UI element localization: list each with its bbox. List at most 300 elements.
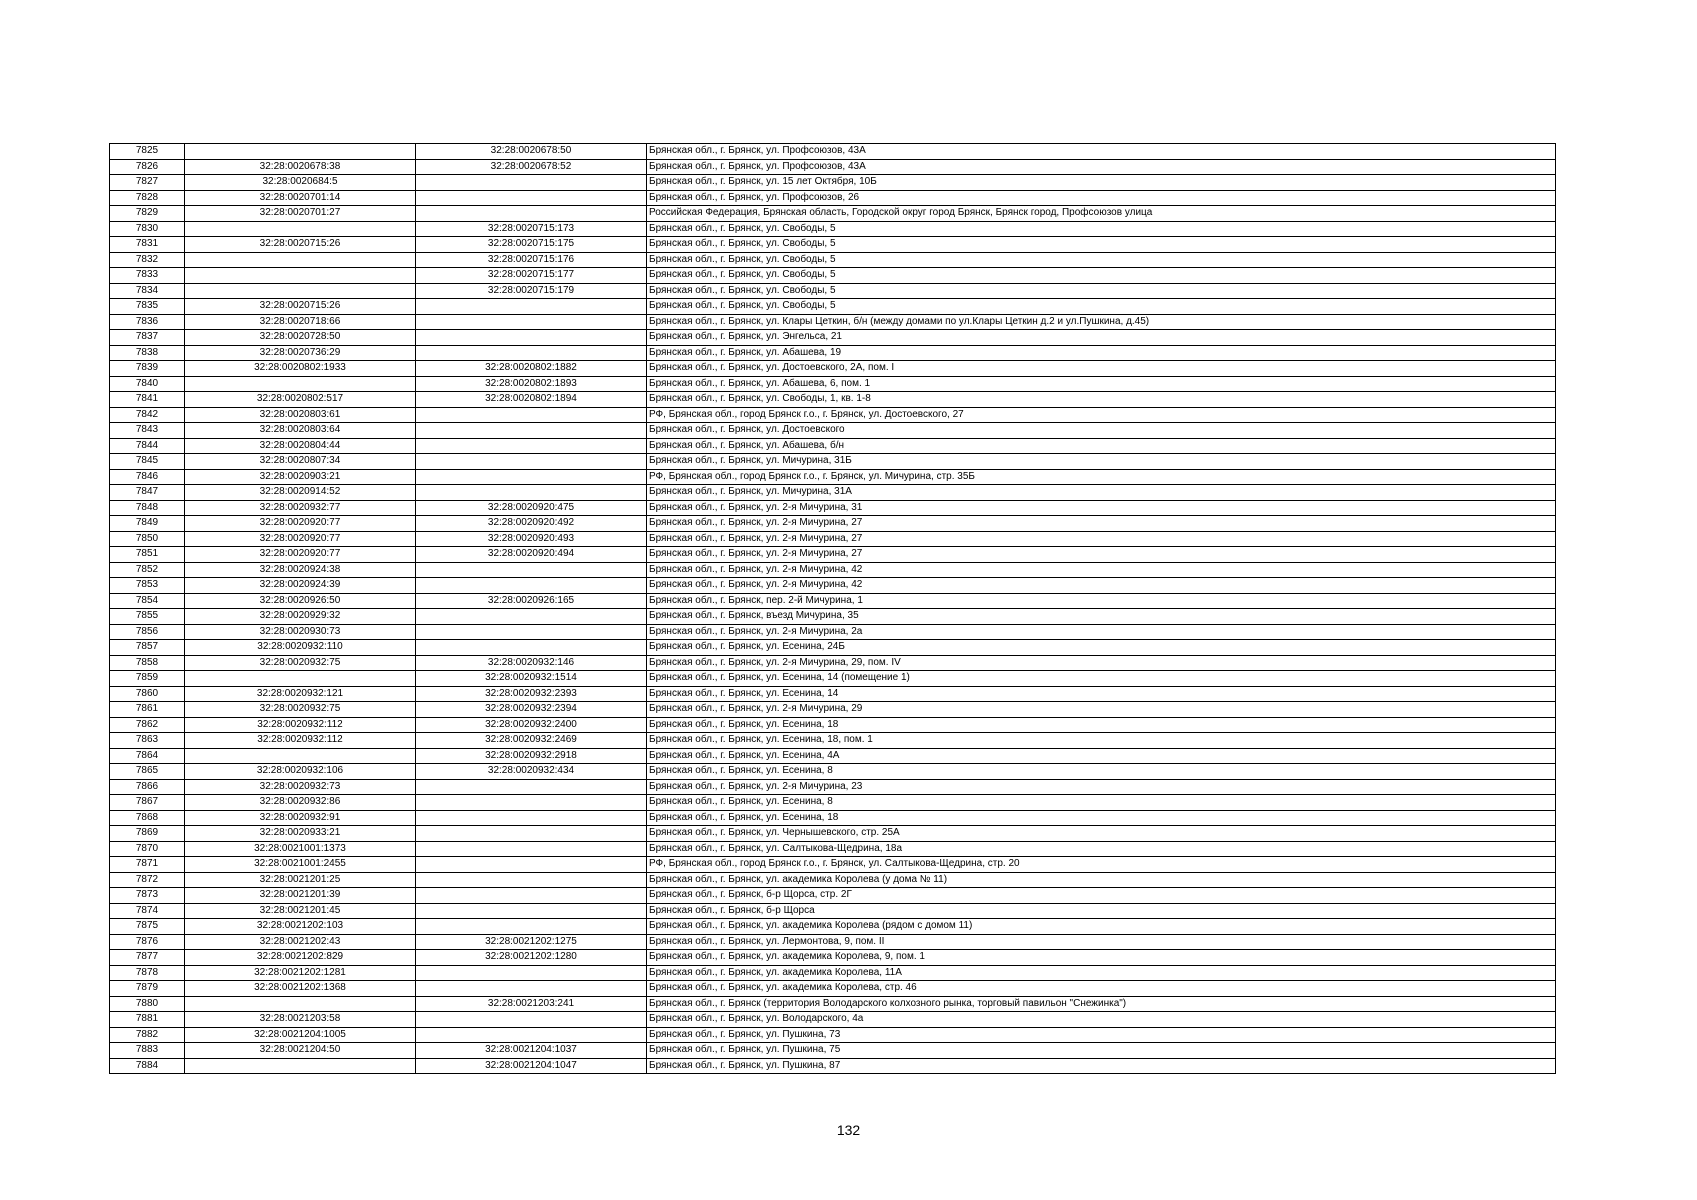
cadastral-number-cell: 32:28:0020715:26 [185, 237, 416, 253]
table-row [110, 454, 1556, 470]
row-number-cell: 7869 [110, 826, 185, 842]
cadastral-number-cell: 32:28:0021202:829 [185, 950, 416, 966]
row-number-cell: 7840 [110, 376, 185, 392]
cadastral-number-cell [185, 144, 416, 160]
object-cadastral-number-cell: 32:28:0020802:1894 [416, 392, 647, 408]
row-number-cell: 7849 [110, 516, 185, 532]
row-number-cell: 7856 [110, 624, 185, 640]
cadastral-number-cell: 32:28:0021202:1368 [185, 981, 416, 997]
cadastral-number-cell [185, 1058, 416, 1074]
cadastral-number-cell: 32:28:0020932:86 [185, 795, 416, 811]
address-cell: РФ, Брянская обл., город Брянск г.о., г. Брянск, ул. Мичурина, стр. 35Б [647, 469, 1556, 485]
table-row [110, 1058, 1556, 1074]
table-row [110, 190, 1556, 206]
cadastral-number-cell: 32:28:0020920:77 [185, 547, 416, 563]
address-cell: Брянская обл., г. Брянск, въезд Мичурина, 35 [647, 609, 1556, 625]
row-number-cell: 7874 [110, 903, 185, 919]
table-row [110, 826, 1556, 842]
object-cadastral-number-cell [416, 469, 647, 485]
cadastral-number-cell: 32:28:0020678:38 [185, 159, 416, 175]
cadastral-number-cell [185, 283, 416, 299]
address-cell: Брянская обл., г. Брянск, ул. 2-я Мичурина, 27 [647, 547, 1556, 563]
object-cadastral-number-cell [416, 872, 647, 888]
address-cell: Брянская обл., г. Брянск, ул. академика Королева, стр. 46 [647, 981, 1556, 997]
address-cell: Брянская обл., г. Брянск, ул. 2-я Мичурина, 27 [647, 516, 1556, 532]
object-cadastral-number-cell [416, 423, 647, 439]
table-row [110, 376, 1556, 392]
cadastral-number-cell [185, 252, 416, 268]
row-number-cell: 7857 [110, 640, 185, 656]
table-row [110, 407, 1556, 423]
address-cell: Брянская обл., г. Брянск, ул. 2-я Мичурина, 42 [647, 562, 1556, 578]
cadastral-number-cell: 32:28:0020932:110 [185, 640, 416, 656]
row-number-cell: 7880 [110, 996, 185, 1012]
row-number-cell: 7870 [110, 841, 185, 857]
row-number-cell: 7879 [110, 981, 185, 997]
object-cadastral-number-cell: 32:28:0020920:492 [416, 516, 647, 532]
row-number-cell: 7864 [110, 748, 185, 764]
object-cadastral-number-cell: 32:28:0020715:179 [416, 283, 647, 299]
row-number-cell: 7839 [110, 361, 185, 377]
table-row [110, 531, 1556, 547]
address-cell: Брянская обл., г. Брянск, ул. Свободы, 5 [647, 283, 1556, 299]
cadastral-number-cell: 32:28:0020914:52 [185, 485, 416, 501]
table-row [110, 686, 1556, 702]
cadastral-number-cell: 32:28:0020924:39 [185, 578, 416, 594]
object-cadastral-number-cell [416, 640, 647, 656]
table-row [110, 1043, 1556, 1059]
address-cell: Брянская обл., г. Брянск, ул. Есенина, 8 [647, 795, 1556, 811]
cadastral-number-cell: 32:28:0020932:112 [185, 733, 416, 749]
cadastral-number-cell: 32:28:0020932:75 [185, 655, 416, 671]
address-cell: Брянская обл., г. Брянск, ул. Есенина, 18 [647, 717, 1556, 733]
table-row [110, 330, 1556, 346]
address-cell: Брянская обл., г. Брянск, ул. Есенина, 4А [647, 748, 1556, 764]
object-cadastral-number-cell [416, 624, 647, 640]
object-cadastral-number-cell: 32:28:0020926:165 [416, 593, 647, 609]
address-cell: Брянская обл., г. Брянск, ул. академика Королева (рядом с домом 11) [647, 919, 1556, 935]
table-row [110, 717, 1556, 733]
object-cadastral-number-cell: 32:28:0021204:1037 [416, 1043, 647, 1059]
object-cadastral-number-cell [416, 1012, 647, 1028]
table-row [110, 640, 1556, 656]
object-cadastral-number-cell: 32:28:0020715:175 [416, 237, 647, 253]
cadastral-number-cell: 32:28:0020803:61 [185, 407, 416, 423]
row-number-cell: 7850 [110, 531, 185, 547]
cadastral-number-cell: 32:28:0020932:106 [185, 764, 416, 780]
row-number-cell: 7871 [110, 857, 185, 873]
row-number-cell: 7837 [110, 330, 185, 346]
row-number-cell: 7838 [110, 345, 185, 361]
registry-table-body [110, 144, 1556, 1074]
cadastral-number-cell: 32:28:0020920:77 [185, 516, 416, 532]
row-number-cell: 7873 [110, 888, 185, 904]
cadastral-number-cell: 32:28:0020929:32 [185, 609, 416, 625]
object-cadastral-number-cell [416, 841, 647, 857]
row-number-cell: 7825 [110, 144, 185, 160]
cadastral-number-cell: 32:28:0020701:14 [185, 190, 416, 206]
address-cell: Брянская обл., г. Брянск, ул. Свободы, 5 [647, 268, 1556, 284]
object-cadastral-number-cell [416, 1027, 647, 1043]
address-cell: Брянская обл., г. Брянск, ул. 2-я Мичурина, 27 [647, 531, 1556, 547]
row-number-cell: 7863 [110, 733, 185, 749]
cadastral-number-cell: 32:28:0020932:112 [185, 717, 416, 733]
cadastral-number-cell: 32:28:0020926:50 [185, 593, 416, 609]
address-cell: Брянская обл., г. Брянск, ул. Мичурина, 31А [647, 485, 1556, 501]
table-row [110, 547, 1556, 563]
row-number-cell: 7872 [110, 872, 185, 888]
object-cadastral-number-cell: 32:28:0020678:50 [416, 144, 647, 160]
row-number-cell: 7848 [110, 500, 185, 516]
address-cell: Брянская обл., г. Брянск, ул. Пушкина, 75 [647, 1043, 1556, 1059]
table-row [110, 1027, 1556, 1043]
cadastral-number-cell: 32:28:0020932:73 [185, 779, 416, 795]
cadastral-number-cell: 32:28:0020932:91 [185, 810, 416, 826]
cadastral-number-cell: 32:28:0020736:29 [185, 345, 416, 361]
address-cell: Брянская обл., г. Брянск, ул. Профсоюзов, 43А [647, 159, 1556, 175]
object-cadastral-number-cell: 32:28:0020802:1882 [416, 361, 647, 377]
address-cell: Брянская обл., г. Брянск, ул. Свободы, 5 [647, 252, 1556, 268]
object-cadastral-number-cell [416, 438, 647, 454]
row-number-cell: 7841 [110, 392, 185, 408]
table-row [110, 655, 1556, 671]
address-cell: Брянская обл., г. Брянск, ул. Володарского, 4а [647, 1012, 1556, 1028]
address-cell: Брянская обл., г. Брянск, ул. Мичурина, 31Б [647, 454, 1556, 470]
cadastral-number-cell [185, 221, 416, 237]
address-cell: Брянская обл., г. Брянск, ул. Абашева, 19 [647, 345, 1556, 361]
object-cadastral-number-cell: 32:28:0020920:475 [416, 500, 647, 516]
row-number-cell: 7853 [110, 578, 185, 594]
row-number-cell: 7860 [110, 686, 185, 702]
cadastral-number-cell: 32:28:0020802:517 [185, 392, 416, 408]
row-number-cell: 7855 [110, 609, 185, 625]
row-number-cell: 7835 [110, 299, 185, 315]
row-number-cell: 7858 [110, 655, 185, 671]
address-cell: Брянская обл., г. Брянск, ул. Лермонтова, 9, пом. II [647, 934, 1556, 950]
table-row [110, 810, 1556, 826]
table-row [110, 345, 1556, 361]
address-cell: Брянская обл., г. Брянск, ул. Есенина, 24Б [647, 640, 1556, 656]
row-number-cell: 7876 [110, 934, 185, 950]
page-number: 132 [836, 1122, 861, 1138]
address-cell: Брянская обл., г. Брянск, ул. академика Королева, 11А [647, 965, 1556, 981]
row-number-cell: 7828 [110, 190, 185, 206]
object-cadastral-number-cell: 32:28:0020802:1893 [416, 376, 647, 392]
row-number-cell: 7884 [110, 1058, 185, 1074]
address-cell: РФ, Брянская обл., город Брянск г.о., г. Брянск, ул. Салтыкова-Щедрина, стр. 20 [647, 857, 1556, 873]
cadastral-number-cell: 32:28:0020933:21 [185, 826, 416, 842]
table-row [110, 516, 1556, 532]
address-cell: Брянская обл., г. Брянск, ул. Пушкина, 73 [647, 1027, 1556, 1043]
table-row [110, 950, 1556, 966]
address-cell: Брянская обл., г. Брянск, ул. 2-я Мичурина, 29, пом. IV [647, 655, 1556, 671]
row-number-cell: 7868 [110, 810, 185, 826]
address-cell: Брянская обл., г. Брянск, ул. Есенина, 14 (помещение 1) [647, 671, 1556, 687]
object-cadastral-number-cell: 32:28:0020932:146 [416, 655, 647, 671]
address-cell: Брянская обл., г. Брянск, ул. Профсоюзов, 26 [647, 190, 1556, 206]
row-number-cell: 7831 [110, 237, 185, 253]
cadastral-number-cell: 32:28:0021201:25 [185, 872, 416, 888]
row-number-cell: 7875 [110, 919, 185, 935]
object-cadastral-number-cell [416, 206, 647, 222]
object-cadastral-number-cell [416, 314, 647, 330]
table-row [110, 562, 1556, 578]
cadastral-number-cell: 32:28:0020802:1933 [185, 361, 416, 377]
cadastral-number-cell [185, 376, 416, 392]
table-row [110, 206, 1556, 222]
object-cadastral-number-cell: 32:28:0020920:493 [416, 531, 647, 547]
table-row [110, 578, 1556, 594]
table-row [110, 919, 1556, 935]
cadastral-number-cell: 32:28:0021203:58 [185, 1012, 416, 1028]
cadastral-number-cell: 32:28:0021204:1005 [185, 1027, 416, 1043]
cadastral-number-cell: 32:28:0021201:39 [185, 888, 416, 904]
row-number-cell: 7883 [110, 1043, 185, 1059]
address-cell: Брянская обл., г. Брянск, ул. Достоевского [647, 423, 1556, 439]
address-cell: Брянская обл., г. Брянск, ул. Салтыкова-Щедрина, 18а [647, 841, 1556, 857]
object-cadastral-number-cell [416, 981, 647, 997]
cadastral-number-cell [185, 748, 416, 764]
address-cell: Брянская обл., г. Брянск, ул. Абашева, б/н [647, 438, 1556, 454]
object-cadastral-number-cell: 32:28:0020715:176 [416, 252, 647, 268]
address-cell: Брянская обл., г. Брянск (территория Володарского колхозного рынка, торговый павильон "Снежинка") [647, 996, 1556, 1012]
cadastral-number-cell: 32:28:0020807:34 [185, 454, 416, 470]
cadastral-number-cell: 32:28:0021202:43 [185, 934, 416, 950]
table-row [110, 221, 1556, 237]
cadastral-number-cell: 32:28:0021001:1373 [185, 841, 416, 857]
object-cadastral-number-cell: 32:28:0020932:2918 [416, 748, 647, 764]
object-cadastral-number-cell [416, 857, 647, 873]
address-cell: Брянская обл., г. Брянск, ул. Клары Цеткин, б/н (между домами по ул.Клары Цеткин д.2 и ул.Пушкина, д.45) [647, 314, 1556, 330]
row-number-cell: 7866 [110, 779, 185, 795]
cadastral-number-cell: 32:28:0020903:21 [185, 469, 416, 485]
address-cell: Брянская обл., г. Брянск, ул. Пушкина, 87 [647, 1058, 1556, 1074]
row-number-cell: 7833 [110, 268, 185, 284]
object-cadastral-number-cell [416, 826, 647, 842]
address-cell: Брянская обл., г. Брянск, ул. 2-я Мичурина, 23 [647, 779, 1556, 795]
table-row [110, 361, 1556, 377]
object-cadastral-number-cell [416, 919, 647, 935]
table-row [110, 283, 1556, 299]
table-row [110, 299, 1556, 315]
row-number-cell: 7882 [110, 1027, 185, 1043]
row-number-cell: 7826 [110, 159, 185, 175]
address-cell: Брянская обл., г. Брянск, ул. Есенина, 14 [647, 686, 1556, 702]
address-cell: Брянская обл., г. Брянск, ул. Профсоюзов, 43А [647, 144, 1556, 160]
row-number-cell: 7832 [110, 252, 185, 268]
row-number-cell: 7830 [110, 221, 185, 237]
object-cadastral-number-cell: 32:28:0020715:177 [416, 268, 647, 284]
row-number-cell: 7844 [110, 438, 185, 454]
cadastral-number-cell: 32:28:0020924:38 [185, 562, 416, 578]
table-row [110, 996, 1556, 1012]
object-cadastral-number-cell: 32:28:0021204:1047 [416, 1058, 647, 1074]
table-row [110, 748, 1556, 764]
cadastral-number-cell: 32:28:0021204:50 [185, 1043, 416, 1059]
table-row [110, 314, 1556, 330]
table-row [110, 888, 1556, 904]
table-row [110, 903, 1556, 919]
address-cell: Брянская обл., г. Брянск, ул. Энгельса, 21 [647, 330, 1556, 346]
row-number-cell: 7847 [110, 485, 185, 501]
row-number-cell: 7842 [110, 407, 185, 423]
object-cadastral-number-cell: 32:28:0020678:52 [416, 159, 647, 175]
row-number-cell: 7859 [110, 671, 185, 687]
table-row [110, 252, 1556, 268]
table-row [110, 1012, 1556, 1028]
object-cadastral-number-cell: 32:28:0020932:434 [416, 764, 647, 780]
row-number-cell: 7846 [110, 469, 185, 485]
table-row [110, 934, 1556, 950]
table-row [110, 392, 1556, 408]
registry-table [109, 143, 1556, 1074]
object-cadastral-number-cell [416, 562, 647, 578]
row-number-cell: 7878 [110, 965, 185, 981]
row-number-cell: 7834 [110, 283, 185, 299]
cadastral-number-cell: 32:28:0020920:77 [185, 531, 416, 547]
cadastral-number-cell: 32:28:0020804:44 [185, 438, 416, 454]
address-cell: Брянская обл., г. Брянск, ул. Абашева, 6, пом. 1 [647, 376, 1556, 392]
address-cell: Брянская обл., г. Брянск, ул. Есенина, 18, пом. 1 [647, 733, 1556, 749]
table-row [110, 965, 1556, 981]
table-row [110, 733, 1556, 749]
address-cell: Брянская обл., г. Брянск, б-р Щорса [647, 903, 1556, 919]
object-cadastral-number-cell [416, 810, 647, 826]
table-row [110, 872, 1556, 888]
address-cell: Брянская обл., г. Брянск, ул. 2-я Мичурина, 29 [647, 702, 1556, 718]
object-cadastral-number-cell: 32:28:0020932:2469 [416, 733, 647, 749]
object-cadastral-number-cell [416, 965, 647, 981]
table-row [110, 624, 1556, 640]
address-cell: Брянская обл., г. Брянск, ул. Свободы, 5 [647, 221, 1556, 237]
row-number-cell: 7852 [110, 562, 185, 578]
object-cadastral-number-cell: 32:28:0020715:173 [416, 221, 647, 237]
address-cell: Брянская обл., г. Брянск, ул. 2-я Мичурина, 2а [647, 624, 1556, 640]
table-row [110, 469, 1556, 485]
table-row [110, 159, 1556, 175]
table-row [110, 438, 1556, 454]
cadastral-number-cell [185, 268, 416, 284]
table-row [110, 857, 1556, 873]
table-row [110, 500, 1556, 516]
object-cadastral-number-cell [416, 779, 647, 795]
cadastral-number-cell: 32:28:0020715:26 [185, 299, 416, 315]
row-number-cell: 7843 [110, 423, 185, 439]
address-cell: Брянская обл., г. Брянск, б-р Щорса, стр. 2Г [647, 888, 1556, 904]
row-number-cell: 7829 [110, 206, 185, 222]
row-number-cell: 7881 [110, 1012, 185, 1028]
row-number-cell: 7845 [110, 454, 185, 470]
address-cell: Брянская обл., г. Брянск, ул. Достоевского, 2А, пом. I [647, 361, 1556, 377]
table-row [110, 981, 1556, 997]
cadastral-number-cell: 32:28:0020803:64 [185, 423, 416, 439]
object-cadastral-number-cell [416, 330, 647, 346]
cadastral-number-cell [185, 996, 416, 1012]
object-cadastral-number-cell [416, 190, 647, 206]
object-cadastral-number-cell [416, 888, 647, 904]
object-cadastral-number-cell [416, 407, 647, 423]
table-row [110, 702, 1556, 718]
cadastral-number-cell [185, 671, 416, 687]
row-number-cell: 7836 [110, 314, 185, 330]
cadastral-number-cell: 32:28:0020684:5 [185, 175, 416, 191]
table-row [110, 485, 1556, 501]
object-cadastral-number-cell: 32:28:0021202:1280 [416, 950, 647, 966]
table-row [110, 764, 1556, 780]
object-cadastral-number-cell [416, 454, 647, 470]
object-cadastral-number-cell [416, 345, 647, 361]
table-row [110, 671, 1556, 687]
cadastral-number-cell: 32:28:0021001:2455 [185, 857, 416, 873]
table-row [110, 841, 1556, 857]
row-number-cell: 7851 [110, 547, 185, 563]
address-cell: Брянская обл., г. Брянск, ул. Свободы, 1, кв. 1-8 [647, 392, 1556, 408]
cadastral-number-cell: 32:28:0020932:75 [185, 702, 416, 718]
cadastral-number-cell: 32:28:0021201:45 [185, 903, 416, 919]
row-number-cell: 7862 [110, 717, 185, 733]
object-cadastral-number-cell [416, 578, 647, 594]
object-cadastral-number-cell: 32:28:0020932:2394 [416, 702, 647, 718]
object-cadastral-number-cell: 32:28:0020932:2400 [416, 717, 647, 733]
object-cadastral-number-cell: 32:28:0021203:241 [416, 996, 647, 1012]
object-cadastral-number-cell: 32:28:0020932:1514 [416, 671, 647, 687]
address-cell: Брянская обл., г. Брянск, ул. 15 лет Октября, 10Б [647, 175, 1556, 191]
row-number-cell: 7861 [110, 702, 185, 718]
address-cell: Брянская обл., г. Брянск, ул. Чернышевского, стр. 25А [647, 826, 1556, 842]
object-cadastral-number-cell [416, 609, 647, 625]
object-cadastral-number-cell [416, 299, 647, 315]
address-cell: РФ, Брянская обл., город Брянск г.о., г. Брянск, ул. Достоевского, 27 [647, 407, 1556, 423]
object-cadastral-number-cell [416, 903, 647, 919]
table-row [110, 795, 1556, 811]
row-number-cell: 7867 [110, 795, 185, 811]
object-cadastral-number-cell [416, 175, 647, 191]
cadastral-number-cell: 32:28:0020932:77 [185, 500, 416, 516]
cadastral-number-cell: 32:28:0020718:66 [185, 314, 416, 330]
table-row [110, 175, 1556, 191]
address-cell: Брянская обл., г. Брянск, ул. академика Королева (у дома № 11) [647, 872, 1556, 888]
cadastral-number-cell: 32:28:0020930:73 [185, 624, 416, 640]
address-cell: Брянская обл., г. Брянск, ул. Есенина, 8 [647, 764, 1556, 780]
row-number-cell: 7865 [110, 764, 185, 780]
object-cadastral-number-cell: 32:28:0020932:2393 [416, 686, 647, 702]
cadastral-number-cell: 32:28:0021202:103 [185, 919, 416, 935]
row-number-cell: 7827 [110, 175, 185, 191]
address-cell: Российская Федерация, Брянская область, Городской округ город Брянск, Брянск город, Профсоюзов улица [647, 206, 1556, 222]
table-row [110, 593, 1556, 609]
cadastral-number-cell: 32:28:0020701:27 [185, 206, 416, 222]
address-cell: Брянская обл., г. Брянск, ул. Свободы, 5 [647, 237, 1556, 253]
address-cell: Брянская обл., г. Брянск, ул. Есенина, 18 [647, 810, 1556, 826]
table-row [110, 609, 1556, 625]
address-cell: Брянская обл., г. Брянск, пер. 2-й Мичурина, 1 [647, 593, 1556, 609]
table-row [110, 268, 1556, 284]
address-cell: Брянская обл., г. Брянск, ул. Свободы, 5 [647, 299, 1556, 315]
cadastral-number-cell: 32:28:0020728:50 [185, 330, 416, 346]
row-number-cell: 7854 [110, 593, 185, 609]
object-cadastral-number-cell: 32:28:0021202:1275 [416, 934, 647, 950]
table-row [110, 779, 1556, 795]
object-cadastral-number-cell [416, 795, 647, 811]
address-cell: Брянская обл., г. Брянск, ул. академика Королева, 9, пом. 1 [647, 950, 1556, 966]
table-row [110, 144, 1556, 160]
object-cadastral-number-cell [416, 485, 647, 501]
address-cell: Брянская обл., г. Брянск, ул. 2-я Мичурина, 42 [647, 578, 1556, 594]
object-cadastral-number-cell: 32:28:0020920:494 [416, 547, 647, 563]
table-row [110, 237, 1556, 253]
cadastral-number-cell: 32:28:0020932:121 [185, 686, 416, 702]
row-number-cell: 7877 [110, 950, 185, 966]
